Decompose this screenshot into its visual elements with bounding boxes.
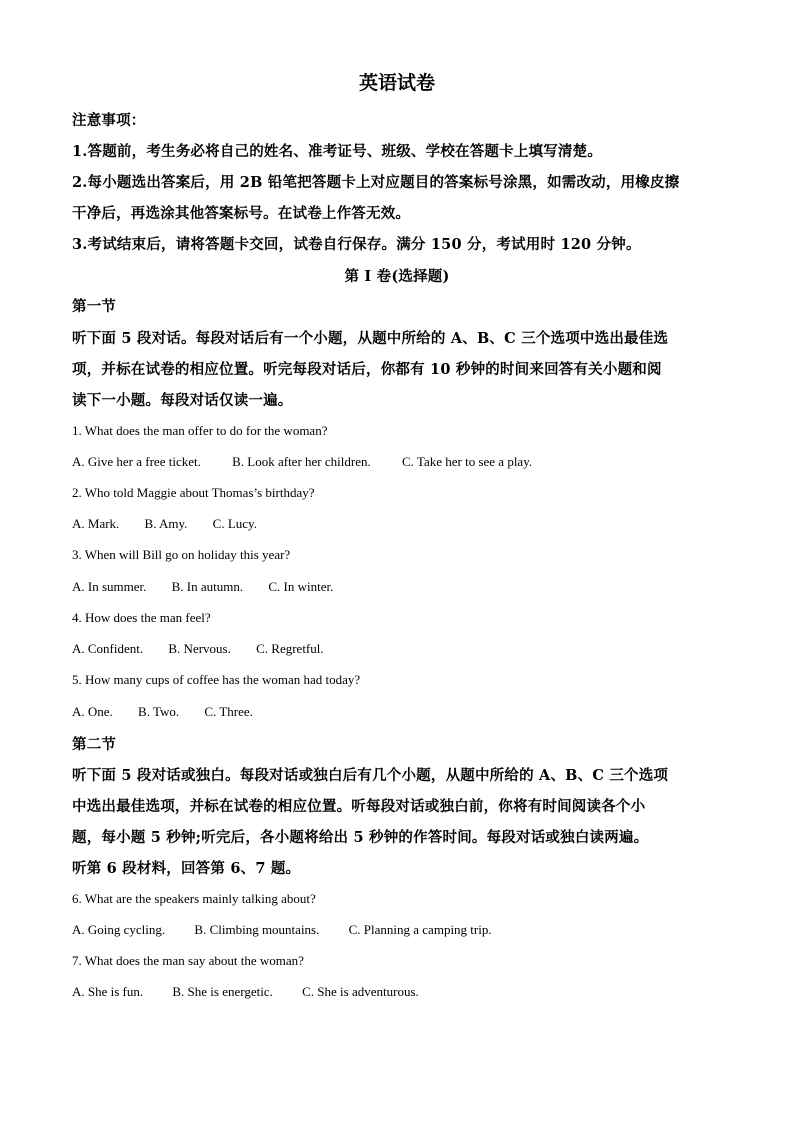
question-5: 5. How many cups of coffee has the woman had today? (72, 672, 361, 687)
section2-instruction-2: 中选出最佳选项，并标在试卷的相应位置。听每段对话或独白前，你将有时间阅读各个小 (72, 798, 646, 815)
note-item-1: 1.答题前，考生务必将自己的姓名、准考证号、班级、学校在答题卡上填写清楚。 (72, 143, 603, 160)
option-b: B. Climbing mountains. (194, 922, 320, 937)
section2-instruction-3: 题，每小题 5 秒钟;听完后，各小题将给出 5 秒钟的作答时间。每段对话或独白读两遍。 (72, 829, 649, 846)
question-1: 1. What does the man offer to do for the woman? (72, 423, 328, 438)
exam-title: 英语试卷 (358, 72, 435, 94)
section1-instruction-1: 听下面 5 段对话。每段对话后有一个小题，从题中所给的 A、B、C 三个选项中选出最佳选 (72, 330, 669, 347)
option-b: B. In autumn. (171, 579, 244, 594)
option-c: C. Three. (204, 704, 253, 719)
option-c: C. Lucy. (212, 516, 257, 531)
question-1-options (72, 454, 532, 470)
section1-instruction-2: 项，并标在试卷的相应位置。听完每段对话后，你都有 10 秒钟的时间来回答有关小题和阅 (72, 361, 662, 378)
question-7-options (72, 984, 419, 1000)
question-4-options (72, 641, 324, 657)
question-6-options (72, 922, 492, 938)
section2-heading: 第二节 (72, 736, 117, 753)
option-a: A. Give her a free ticket. (72, 454, 201, 469)
option-a: A. Going cycling. (72, 922, 166, 937)
part-title: 第 I 卷(选择题) (344, 268, 450, 285)
option-a: A. Confident. (72, 641, 144, 656)
question-7: 7. What does the man say about the woman? (72, 953, 304, 968)
option-c: C. She is adventurous. (302, 984, 419, 999)
question-2-options (72, 516, 257, 532)
option-a: A. Mark. (72, 516, 120, 531)
option-a: A. She is fun. (72, 984, 144, 999)
notes-heading: 注意事项： (72, 112, 146, 129)
question-4: 4. How does the man feel? (72, 610, 211, 625)
question-6: 6. What are the speakers mainly talking about? (72, 891, 316, 906)
note-item-2-cont: 干净后，再选涂其他答案标号。在试卷上作答无效。 (72, 205, 411, 222)
option-c: C. Planning a camping trip. (348, 922, 492, 937)
question-3: 3. When will Bill go on holiday this year? (72, 547, 291, 562)
option-c: C. Regretful. (256, 641, 324, 656)
note-item-3: 3.考试结束后，请将答题卡交回，试卷自行保存。满分 150 分，考试用时 120 分钟。 (72, 236, 641, 253)
material-note: 听第 6 段材料，回答第 6、7 题。 (72, 860, 301, 877)
question-5-options (72, 704, 253, 720)
option-b: B. Look after her children. (232, 454, 371, 469)
option-b: B. Nervous. (168, 641, 231, 656)
option-c: C. In winter. (268, 579, 334, 594)
section1-heading: 第一节 (72, 298, 117, 315)
section1-instruction-3: 读下一小题。每段对话仅读一遍。 (72, 392, 293, 409)
question-3-options (72, 579, 333, 595)
question-2: 2. Who told Maggie about Thomas’s birthday? (72, 485, 315, 500)
option-b: B. She is energetic. (172, 984, 273, 999)
option-b: B. Two. (138, 704, 180, 719)
note-item-2: 2.每小题选出答案后，用 2B 铅笔把答题卡上对应题目的答案标号涂黑，如需改动，用橡皮擦 (72, 174, 680, 191)
option-a: A. In summer. (72, 579, 147, 594)
option-b: B. Amy. (144, 516, 188, 531)
option-c: C. Take her to see a play. (401, 454, 533, 469)
section2-instruction-1: 听下面 5 段对话或独白。每段对话或独白后有几个小题，从题中所给的 A、B、C 三个选项 (72, 767, 669, 784)
option-a: A. One. (72, 704, 113, 719)
